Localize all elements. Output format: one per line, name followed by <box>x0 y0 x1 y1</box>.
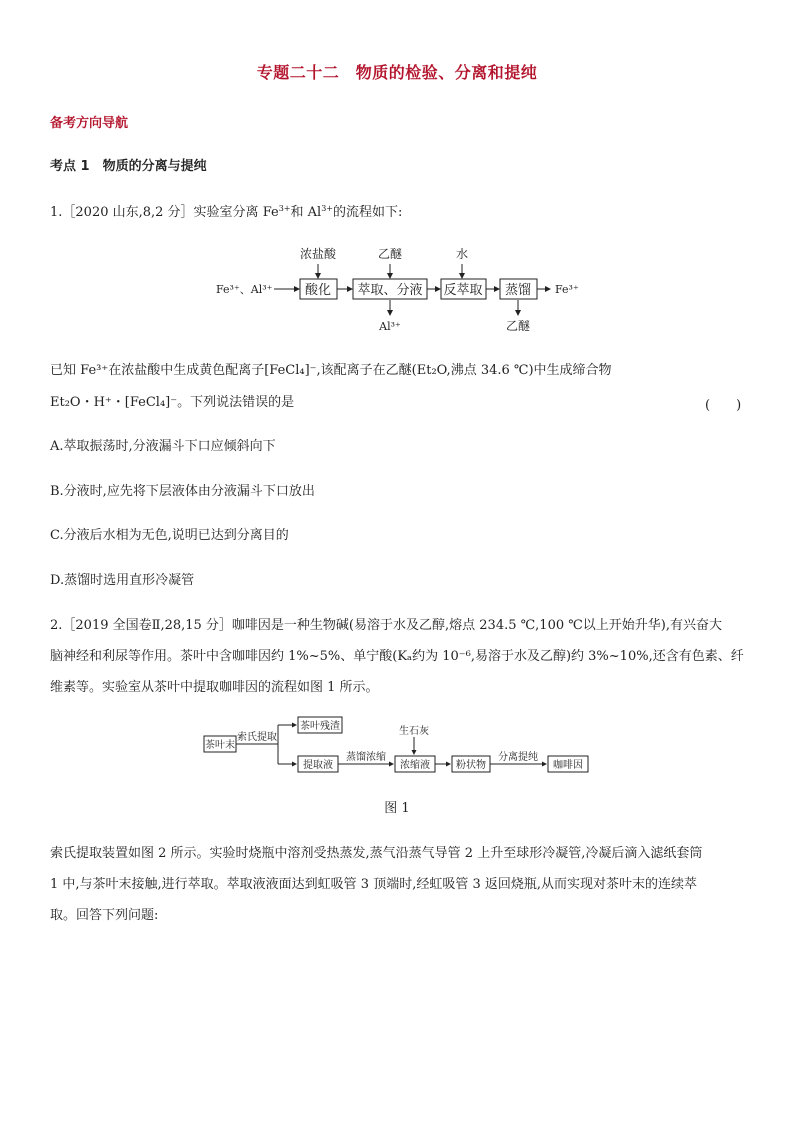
kaodian-heading: 考点 1 物质的分离与提纯 <box>50 159 207 174</box>
q1-stem <box>50 200 402 222</box>
q2-line3: 维素等。实验室从茶叶中提取咖啡因的流程如图 1 所示。 <box>50 680 379 695</box>
figure-caption: 图 1 <box>384 801 410 816</box>
q1-option-d: D.蒸馏时选用直形冷凝管 <box>50 573 195 588</box>
flow1-box-backextract-label: 反萃取 <box>443 283 483 298</box>
q1-stem-sup1: 3+ <box>278 204 291 213</box>
flow1-box-distill-label: 蒸馏 <box>504 283 532 298</box>
flow1-box-acidify-label: 酸化 <box>304 283 332 298</box>
flow2-box-residue-label: 茶叶残渣 <box>300 721 340 732</box>
flow1-output-ether: 乙醚 <box>505 319 531 333</box>
q1-stem-c: 的流程如下: <box>332 205 403 220</box>
q1-option-b: B.分液时,应先将下层液体由分液漏斗下口放出 <box>50 484 315 499</box>
flow2-box-powder-label: 粉状物 <box>456 760 486 771</box>
flow2-label-separate: 分离提纯 <box>498 752 538 763</box>
q1-flowchart <box>0 238 794 338</box>
answer-bracket: ( ) <box>705 398 742 413</box>
q2-flowchart <box>0 712 794 782</box>
flow2-label-soxhlet: 索氏提取 <box>237 732 277 743</box>
q1-known-line2: Et₂O・H⁺・[FeCl₄]⁻。下列说法错误的是 <box>50 395 295 410</box>
q1-option-c: C.分液后水相为无色,说明已达到分离目的 <box>50 528 289 543</box>
q2-line2: 脑神经和利尿等作用。茶叶中含咖啡因约 1%~5%、单宁酸(Kₐ约为 10⁻⁶,易溶于水及乙醇)约 3%~10%,还含有色素、纤 <box>50 649 744 664</box>
q1-known-line1: 已知 Fe³⁺在浓盐酸中生成黄色配离子[FeCl₄]⁻,该配离子在乙醚(Et₂O,沸点 34.6 ℃)中生成缔合物 <box>50 363 612 378</box>
flow2-reagent-lime: 生石灰 <box>399 726 429 737</box>
q2-line1: 2.［2019 全国卷Ⅱ,28,15 分］咖啡因是一种生物碱(易溶于水及乙醇,熔点 234.5 ℃,100 ℃以上开始升华),有兴奋大 <box>50 618 722 633</box>
flow1-reagent-ether: 乙醚 <box>377 247 403 261</box>
flow2-box-extract-liquid-label: 提取液 <box>303 760 333 771</box>
page-title: 专题二十二 物质的检验、分离和提纯 <box>256 63 538 82</box>
q1-option-a: A.萃取振荡时,分液漏斗下口应倾斜向下 <box>50 439 276 454</box>
q2-after-line3: 取。回答下列问题: <box>50 908 159 923</box>
flow1-box-extract-label: 萃取、分液 <box>357 283 423 298</box>
section-heading: 备考方向导航 <box>50 116 129 131</box>
q1-stem-b: 和 Al <box>290 205 322 220</box>
flow2-label-distill: 蒸馏浓缩 <box>346 752 386 763</box>
flow1-output-fe: Fe³⁺ <box>555 283 579 296</box>
q1-stem-a: 1.［2020 山东,8,2 分］实验室分离 Fe <box>50 205 279 220</box>
flow2-box-tea-powder-label: 茶叶末 <box>205 740 235 751</box>
flow1-reagent-hcl: 浓盐酸 <box>299 247 337 261</box>
q2-after-line1: 索氏提取装置如图 2 所示。实验时烧瓶中溶剂受热蒸发,蒸气沿蒸气导管 2 上升至球形冷凝管,冷凝后滴入滤纸套筒 <box>50 846 703 861</box>
q1-stem-sup2: 3+ <box>321 204 333 213</box>
q2-after-line2: 1 中,与茶叶末接触,进行萃取。萃取液液面达到虹吸管 3 顶端时,经虹吸管 3 返回烧瓶,从而实现对茶叶末的连续萃 <box>50 877 698 892</box>
flow1-reagent-water: 水 <box>455 247 469 261</box>
flow1-output-al: Al³⁺ <box>379 320 401 333</box>
flow1-input-label: Fe³⁺、Al³⁺ <box>216 283 273 296</box>
flow2-box-concentrate-label: 浓缩液 <box>400 760 430 771</box>
flow2-box-caffeine-label: 咖啡因 <box>553 760 583 771</box>
